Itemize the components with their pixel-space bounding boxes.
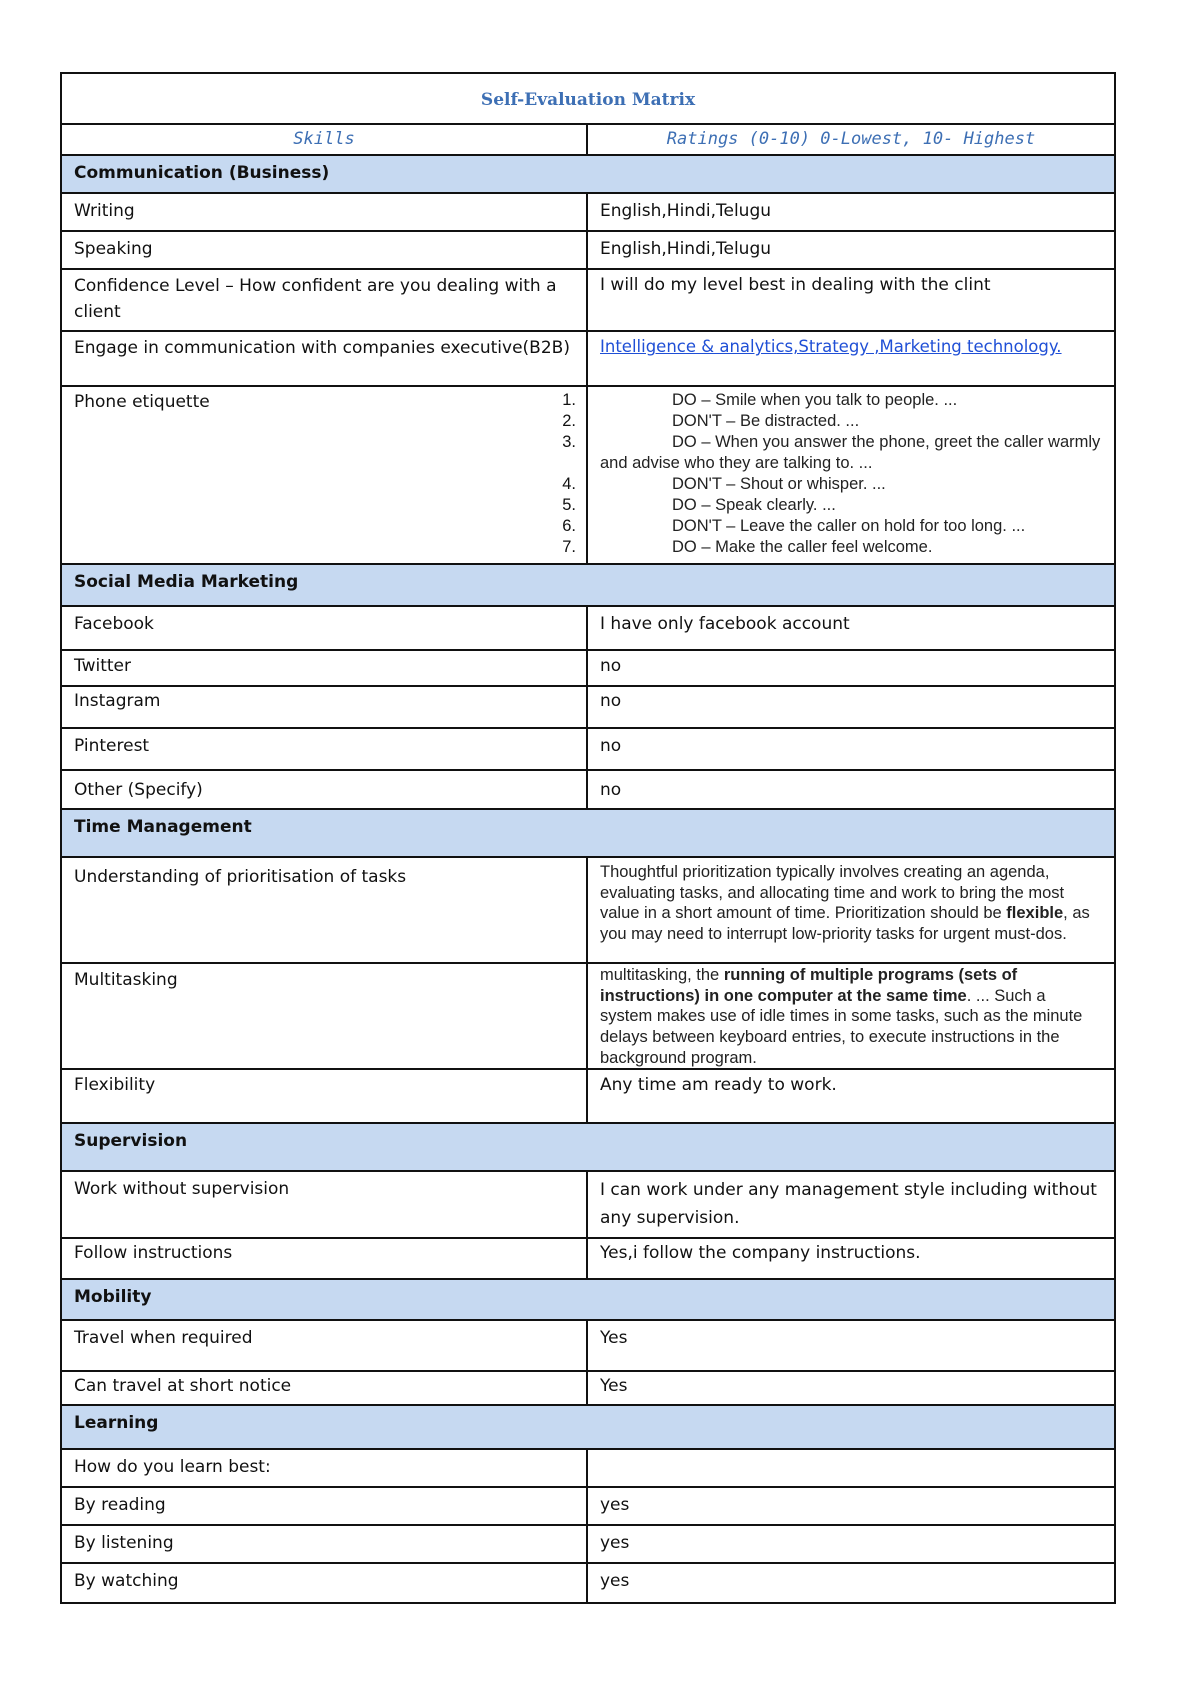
table-row	[61, 1238, 1115, 1279]
list-item: DO – Smile when you talk to people. ...	[672, 391, 958, 410]
section-social-media: Social Media Marketing	[61, 564, 1115, 606]
prioritisation-text: Thoughtful prioritization typically involves creating an agenda, evaluating tasks, and allocating time and work to bring the most value in a short amount of time. Prioritization should be flexible, as you may need to interrupt low-priority tasks for urgent must-dos.	[600, 863, 1090, 944]
rating-cell	[587, 857, 1115, 963]
table-row	[61, 857, 1115, 963]
skill-cell: Travel when required	[61, 1320, 587, 1371]
section-row	[61, 1405, 1115, 1449]
rating-cell: yes	[587, 1487, 1115, 1525]
list-item: DON'T – Leave the caller on hold for too long. ...	[672, 517, 1026, 536]
skill-cell: Flexibility	[61, 1069, 587, 1123]
table-row	[61, 269, 1115, 332]
table-row	[61, 728, 1115, 770]
rating-cell: I can work under any management style including without any supervision.	[587, 1171, 1115, 1237]
section-row	[61, 1279, 1115, 1320]
skill-cell	[61, 386, 587, 564]
list-item: DON'T – Shout or whisper. ...	[672, 475, 886, 494]
section-row	[61, 155, 1115, 193]
table-row	[61, 1069, 1115, 1123]
rating-cell	[587, 963, 1115, 1069]
table-row	[61, 193, 1115, 231]
rating-cell: no	[587, 770, 1115, 810]
list-item: DO – When you answer the phone, greet the caller warmly and advise who they are talking to. ...	[600, 433, 1101, 473]
rating-cell	[587, 386, 1115, 564]
table-row	[61, 331, 1115, 386]
skill-cell: Instagram	[61, 686, 587, 728]
skill-cell: By watching	[61, 1563, 587, 1603]
table-row	[61, 606, 1115, 650]
skill-cell: Can travel at short notice	[61, 1371, 587, 1406]
skill-cell: By reading	[61, 1487, 587, 1525]
table-row	[61, 686, 1115, 728]
multitasking-text: multitasking, the running of multiple programs (sets of instructions) in one computer at the same time. ... Such a system makes use of idle times in some tasks, such as the minute delays between keyboard entries, to execute instructions in the background program.	[600, 966, 1083, 1067]
rating-cell	[587, 331, 1115, 386]
table-row	[61, 231, 1115, 269]
phone-list-numbers: 1. 2. 3. 4. 5. 6. 7.	[562, 391, 576, 557]
skill-cell: Twitter	[61, 650, 587, 686]
table-row	[61, 1371, 1115, 1406]
skill-cell: Facebook	[61, 606, 587, 650]
table-row	[61, 1525, 1115, 1563]
phone-etiquette-label: Phone etiquette	[74, 392, 210, 413]
table-row	[61, 386, 1115, 564]
list-item: DON'T – Be distracted. ...	[672, 412, 860, 431]
rating-cell: no	[587, 686, 1115, 728]
rating-cell: no	[587, 728, 1115, 770]
rating-cell: yes	[587, 1525, 1115, 1563]
b2b-topics-link[interactable]: Intelligence & analytics,Strategy ,Marketing technology.	[600, 337, 1062, 357]
rating-cell: English,Hindi,Telugu	[587, 231, 1115, 269]
phone-etiquette-list	[600, 390, 1102, 558]
section-row	[61, 809, 1115, 857]
skill-cell: Follow instructions	[61, 1238, 587, 1279]
self-evaluation-matrix	[60, 72, 1116, 1604]
rating-cell: no	[587, 650, 1115, 686]
skill-cell: Speaking	[61, 231, 587, 269]
rating-cell: Yes,i follow the company instructions.	[587, 1238, 1115, 1279]
table-row	[61, 1171, 1115, 1237]
skill-cell: Engage in communication with companies executive(B2B)	[61, 331, 587, 386]
list-item: DO – Speak clearly. ...	[672, 496, 836, 515]
section-mobility: Mobility	[61, 1279, 1115, 1320]
skill-cell: How do you learn best:	[61, 1449, 587, 1487]
table-row	[61, 1563, 1115, 1603]
rating-cell	[587, 1449, 1115, 1487]
table-row	[61, 770, 1115, 810]
skills-header: Skills	[61, 124, 587, 155]
rating-cell: Yes	[587, 1320, 1115, 1371]
rating-cell: I have only facebook account	[587, 606, 1115, 650]
section-row	[61, 564, 1115, 606]
ratings-header: Ratings (0-10) 0-Lowest, 10- Highest	[587, 124, 1115, 155]
skill-cell: Pinterest	[61, 728, 587, 770]
table-row	[61, 1449, 1115, 1487]
skill-cell: Writing	[61, 193, 587, 231]
rating-cell: English,Hindi,Telugu	[587, 193, 1115, 231]
rating-cell: yes	[587, 1563, 1115, 1603]
rating-cell: Yes	[587, 1371, 1115, 1406]
skill-cell: By listening	[61, 1525, 587, 1563]
list-item: DO – Make the caller feel welcome.	[672, 538, 933, 557]
rating-cell: I will do my level best in dealing with the clint	[587, 269, 1115, 332]
table-row	[61, 1487, 1115, 1525]
section-time-management: Time Management	[61, 809, 1115, 857]
table-row	[61, 650, 1115, 686]
section-row	[61, 1123, 1115, 1171]
skill-cell: Confidence Level – How confident are you dealing with a client	[61, 269, 587, 332]
section-communication: Communication (Business)	[61, 155, 1115, 193]
section-learning: Learning	[61, 1405, 1115, 1449]
skill-cell: Other (Specify)	[61, 770, 587, 810]
matrix-title: Self-Evaluation Matrix	[61, 73, 1115, 124]
section-supervision: Supervision	[61, 1123, 1115, 1171]
rating-cell: Any time am ready to work.	[587, 1069, 1115, 1123]
skill-cell: Multitasking	[61, 963, 587, 1069]
table-row	[61, 1320, 1115, 1371]
skill-cell: Understanding of prioritisation of tasks	[61, 857, 587, 963]
table-row	[61, 963, 1115, 1069]
skill-cell: Work without supervision	[61, 1171, 587, 1237]
